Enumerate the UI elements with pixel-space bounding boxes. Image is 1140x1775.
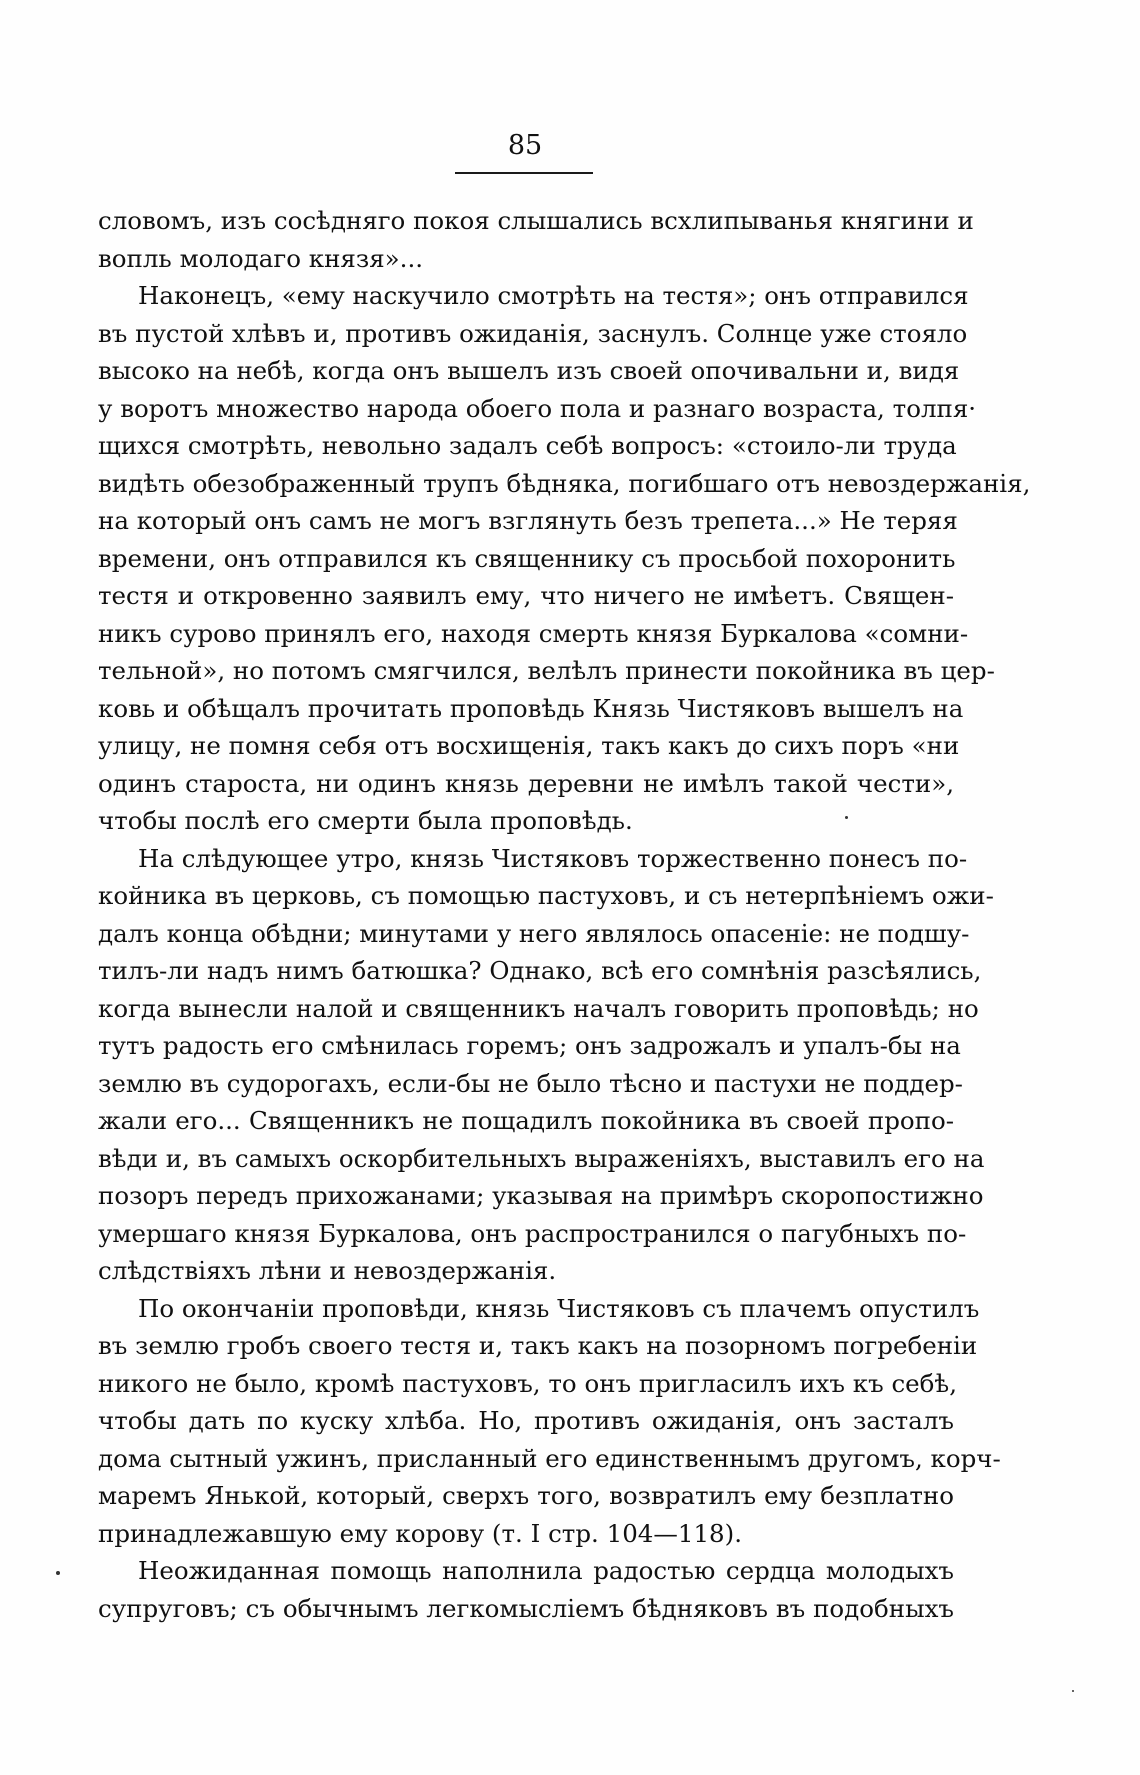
text-line: дома сытный ужинъ, присланный его единственнымъ другомъ, корч- <box>98 1443 1001 1473</box>
text-line: времени, онъ отправился къ священнику съ просьбой похоронить <box>98 543 956 573</box>
text-line: тутъ радость его смѣнилась горемъ; онъ задрожалъ и упалъ-бы на <box>98 1031 961 1060</box>
text-line: тилъ-ли надъ нимъ батюшка? Однако, всѣ его сомнѣнія разсѣялись, <box>98 956 982 985</box>
text-line: вопль молодаго князя»... <box>98 243 424 273</box>
ink-speck <box>56 1571 60 1575</box>
text-line: на который онъ самъ не могъ взглянуть безъ трепета...» Не теряя <box>98 506 958 535</box>
text-line: койника въ церковь, съ помощью пастуховъ, и съ нетерпѣніемъ ожи- <box>98 881 994 910</box>
text-line: Неожиданная помощь наполнила радостью сердца молодыхъ <box>138 1556 954 1585</box>
text-line: принадлежавшую ему корову (т. I стр. 104—118). <box>98 1518 742 1548</box>
text-line: чтобы дать по куску хлѣба. Но, противъ ожиданія, онъ засталъ <box>98 1406 954 1435</box>
text-line: позоръ передъ прихожанами; указывая на примѣръ скоропостижно <box>98 1181 984 1210</box>
body-text <box>98 202 1031 1627</box>
text-line: супруговъ; съ обычнымъ легкомысліемъ бѣдняковъ въ подобныхъ <box>98 1593 954 1623</box>
text-line: никого не было, кромѣ пастуховъ, то онъ пригласилъ ихъ къ себѣ, <box>98 1368 957 1398</box>
text-line: вѣди и, въ самыхъ оскорбительныхъ выраженіяхъ, выставилъ его на <box>98 1143 985 1173</box>
ink-speck <box>845 816 848 819</box>
text-line: ковь и обѣщалъ прочитать проповѣдь Князь Чистяковъ вышелъ на <box>98 693 964 723</box>
ink-speck <box>1072 1690 1074 1692</box>
text-line: слѣдствіяхъ лѣни и невоздержанія. <box>98 1256 557 1285</box>
text-line: въ землю гробъ своего тестя и, такъ какъ на позорномъ погребеніи <box>98 1331 978 1360</box>
text-line: маремъ Янькой, который, сверхъ того, возвратилъ ему безплатно <box>98 1481 954 1510</box>
text-line: тельной», но потомъ смягчился, велѣлъ принести покойника въ цер- <box>98 656 995 685</box>
text-line: жали его... Священникъ не пощадилъ покойника въ своей пропо- <box>98 1106 954 1135</box>
text-line: умершаго князя Буркалова, онъ распространился о пагубныхъ по- <box>98 1218 967 1248</box>
text-line: На слѣдующее утро, князь Чистяковъ торжественно понесъ по- <box>138 843 968 873</box>
text-line: словомъ, изъ сосѣдняго покоя слышались всхлипыванья княгини и <box>98 206 974 235</box>
text-line: когда вынесли налой и священникъ началъ говорить проповѣдь; но <box>98 993 979 1023</box>
text-line: никъ сурово принялъ его, находя смерть князя Буркалова «сомни- <box>98 618 969 648</box>
text-line: у воротъ множество народа обоего пола и разнаго возраста, толпя· <box>98 393 977 423</box>
text-line: По окончаніи проповѣди, князь Чистяковъ съ плачемъ опустилъ <box>138 1293 980 1323</box>
text-line: Наконецъ, «ему наскучило смотрѣть на тестя»; онъ отправился <box>138 281 969 310</box>
text-line: высоко на небѣ, когда онъ вышелъ изъ своей опочивальни и, видя <box>98 356 960 385</box>
text-line: въ пустой хлѣвъ и, противъ ожиданія, заснулъ. Солнце уже стояло <box>98 318 968 348</box>
text-line: одинъ староста, ни одинъ князь деревни не имѣлъ такой чести», <box>98 768 954 798</box>
text-line: улицу, не помня себя отъ восхищенія, такъ какъ до сихъ поръ «ни <box>98 731 960 760</box>
text-line: чтобы послѣ его смерти была проповѣдь. <box>98 806 633 835</box>
text-line: далъ конца обѣдни; минутами у него являлось опасеніе: не подшу- <box>98 918 970 948</box>
text-line: щихся смотрѣть, невольно задалъ себѣ вопросъ: «стоило-ли труда <box>98 431 957 460</box>
text-line: тестя и откровенно заявилъ ему, что ничего не имѣетъ. Священ- <box>98 581 954 610</box>
header-rule <box>455 172 593 174</box>
text-line: видѣть обезображенный трупъ бѣдняка, погибшаго отъ невоздержанія, <box>98 468 1031 498</box>
text-line: землю въ судорогахъ, если-бы не было тѣсно и пастухи не поддер- <box>98 1068 963 1098</box>
page-number: 85 <box>507 130 543 161</box>
